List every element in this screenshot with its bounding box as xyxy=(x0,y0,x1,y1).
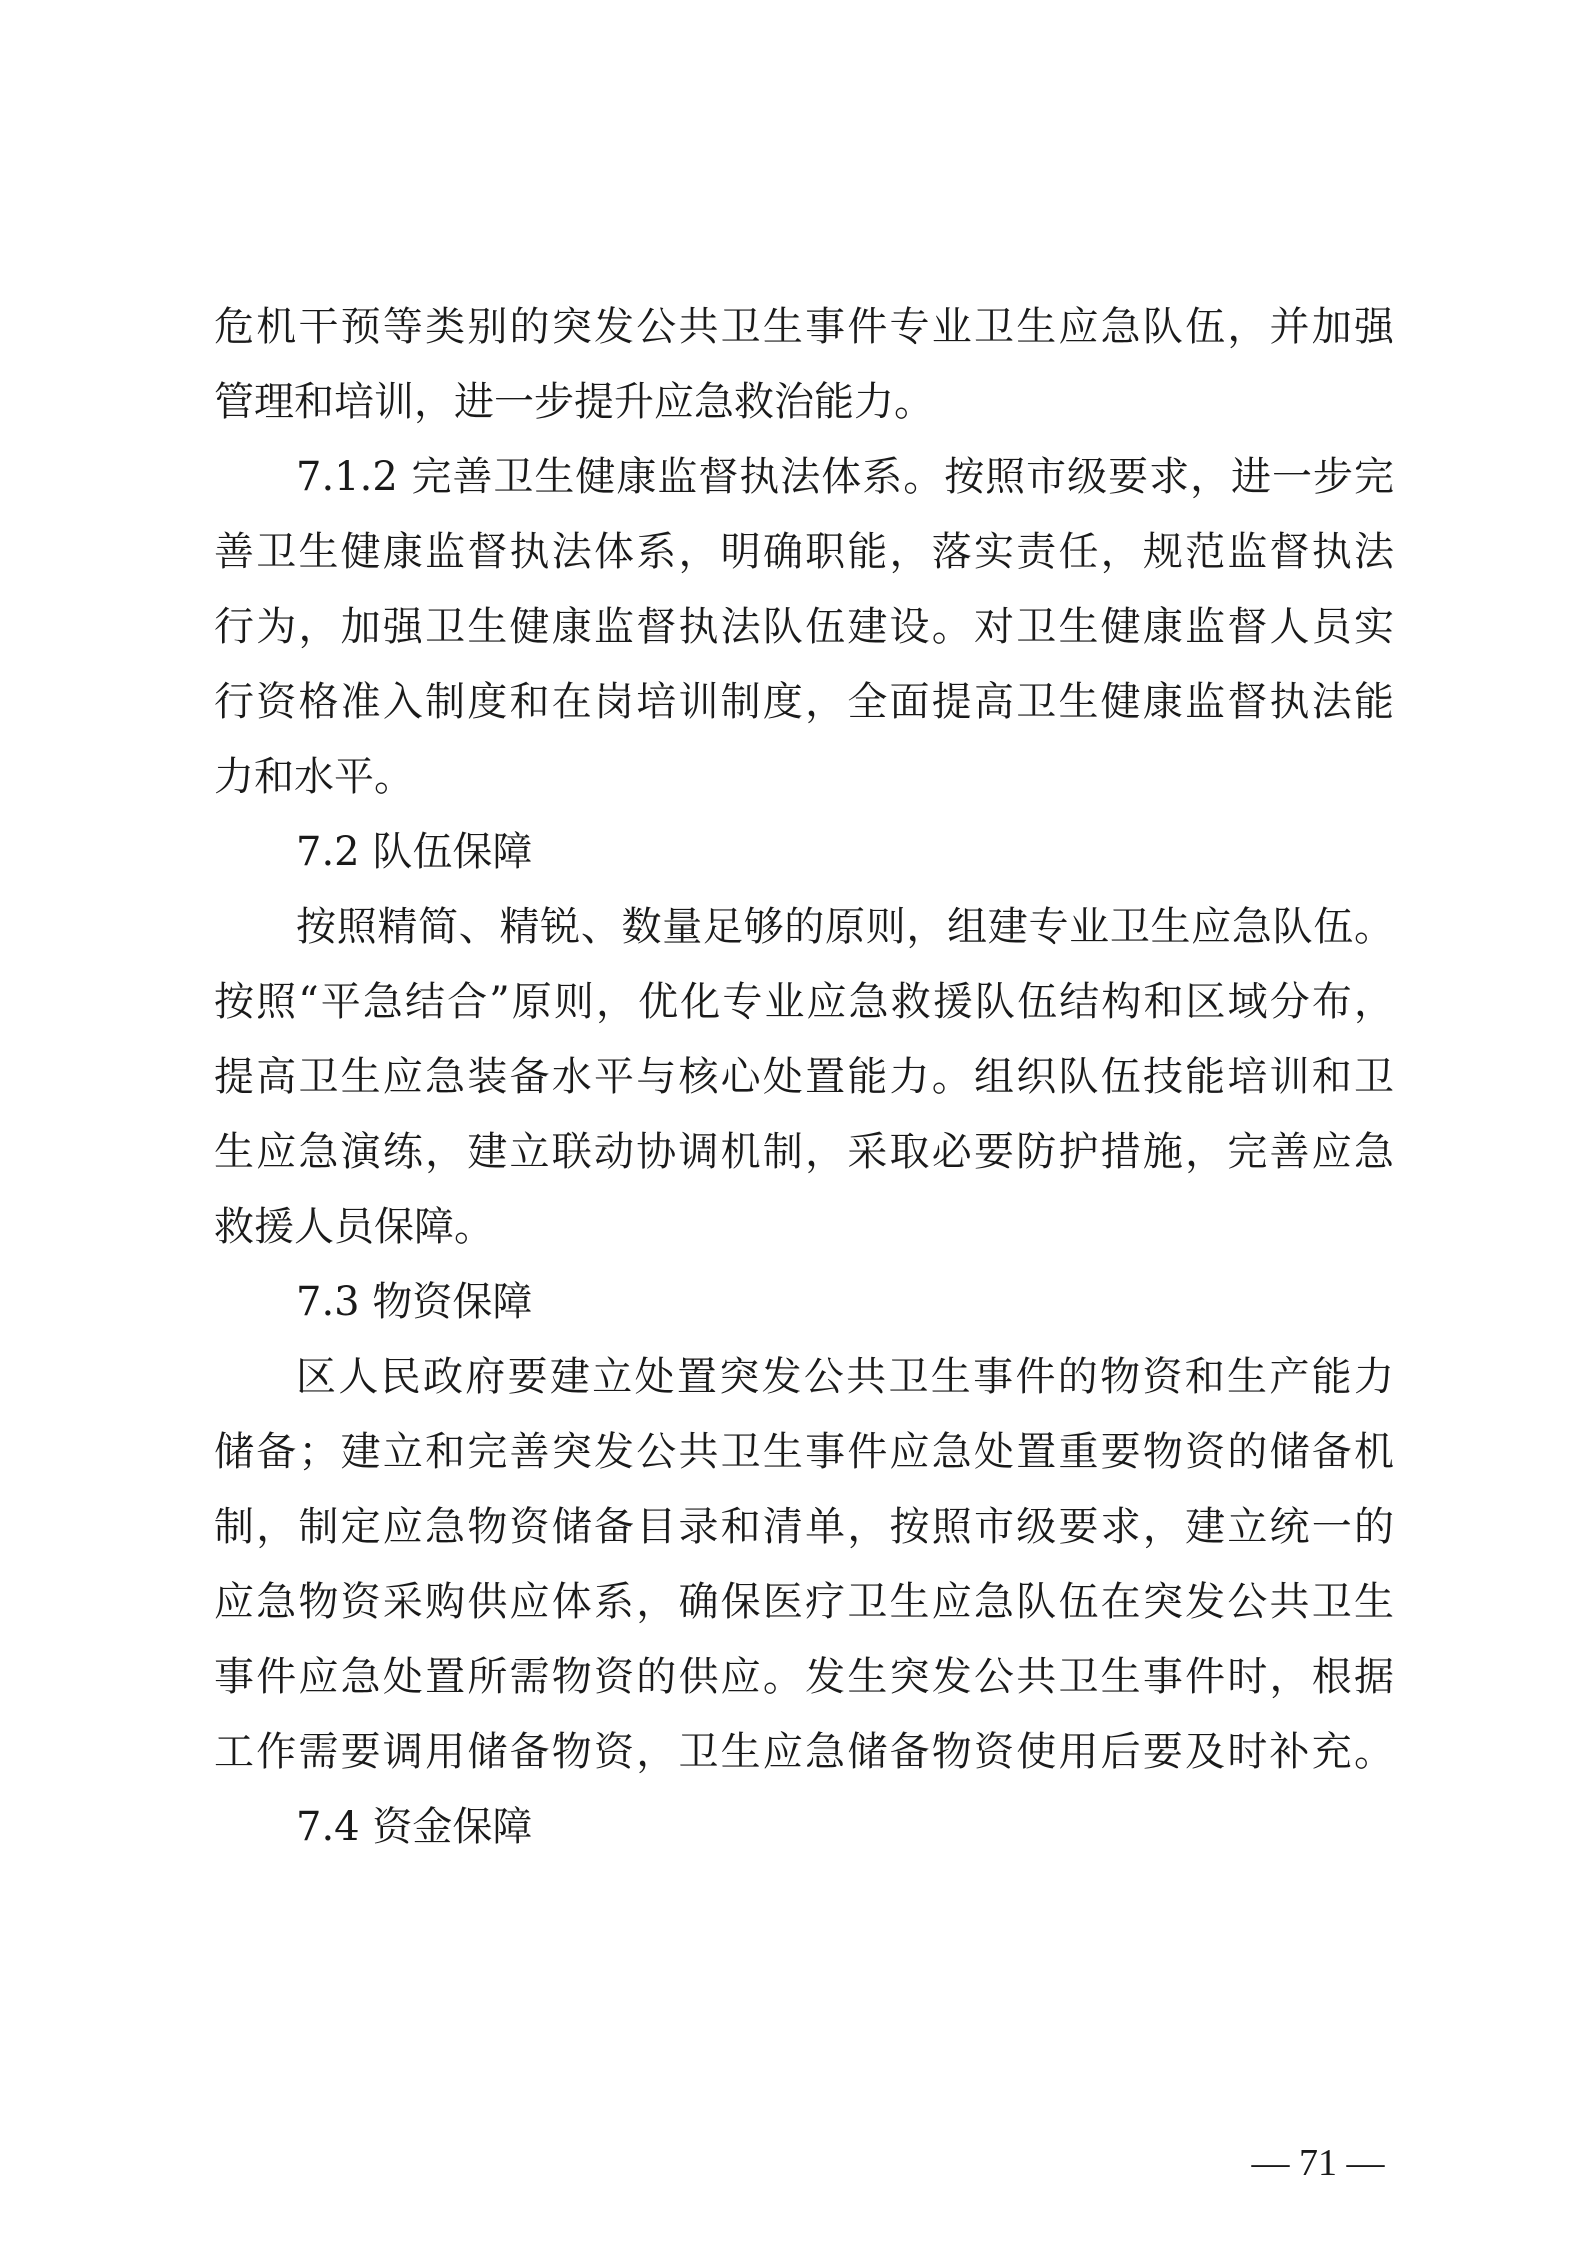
section-heading-7-4: 7.4 资金保障 xyxy=(296,1804,533,1850)
page-number: — 71 — xyxy=(1251,2142,1385,2184)
text-line: 按照精简、精锐、数量足够的原则，组建专业卫生应急队伍。 xyxy=(296,904,1394,950)
text-line: 按照“平急结合”原则，优化专业应急救援队伍结构和区域分布， xyxy=(214,979,1394,1025)
section-heading-7-3: 7.3 物资保障 xyxy=(296,1279,533,1325)
text-line: 行为，加强卫生健康监督执法队伍建设。对卫生健康监督人员实 xyxy=(214,604,1394,650)
text-line: 事件应急处置所需物资的供应。发生突发公共卫生事件时，根据 xyxy=(214,1654,1394,1700)
text-line: 生应急演练，建立联动协调机制，采取必要防护措施，完善应急 xyxy=(214,1129,1394,1175)
text-line: 提高卫生应急装备水平与核心处置能力。组织队伍技能培训和卫 xyxy=(214,1054,1394,1100)
text-line: 工作需要调用储备物资，卫生应急储备物资使用后要及时补充。 xyxy=(214,1729,1394,1775)
section-line-7-1-2: 7.1.2 完善卫生健康监督执法体系。按照市级要求，进一步完 xyxy=(296,454,1394,500)
text-line: 制，制定应急物资储备目录和清单，按照市级要求，建立统一的 xyxy=(214,1504,1394,1550)
text-line: 管理和培训，进一步提升应急救治能力。 xyxy=(214,379,934,425)
text-line: 力和水平。 xyxy=(214,754,414,800)
text-line: 行资格准入制度和在岗培训制度，全面提高卫生健康监督执法能 xyxy=(214,679,1394,725)
text-line: 应急物资采购供应体系，确保医疗卫生应急队伍在突发公共卫生 xyxy=(214,1579,1394,1625)
text-line: 救援人员保障。 xyxy=(214,1204,494,1250)
text-line: 储备；建立和完善突发公共卫生事件应急处置重要物资的储备机 xyxy=(214,1429,1394,1475)
text-line: 区人民政府要建立处置突发公共卫生事件的物资和生产能力 xyxy=(296,1354,1394,1400)
text-line: 善卫生健康监督执法体系，明确职能，落实责任，规范监督执法 xyxy=(214,529,1394,575)
text-line: 危机干预等类别的突发公共卫生事件专业卫生应急队伍，并加强 xyxy=(214,304,1394,350)
document-body xyxy=(214,290,1394,1865)
section-heading-7-2: 7.2 队伍保障 xyxy=(296,829,533,875)
